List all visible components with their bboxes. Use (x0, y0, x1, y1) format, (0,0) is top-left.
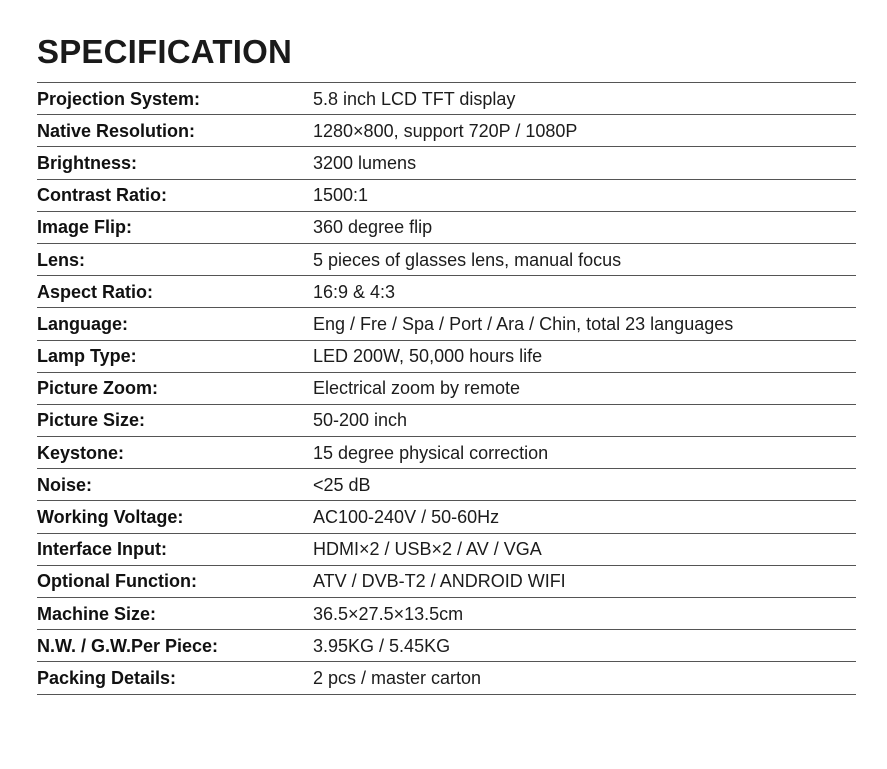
spec-value: AC100-240V / 50-60Hz (313, 507, 500, 528)
spec-label: Aspect Ratio: (37, 281, 154, 302)
spec-label: Image Flip: (37, 217, 133, 238)
spec-row (37, 630, 856, 662)
spec-label: Picture Size: (37, 410, 146, 431)
spec-value: HDMI×2 / USB×2 / AV / VGA (313, 539, 542, 560)
spec-row (37, 115, 856, 147)
spec-value: 50-200 inch (313, 410, 408, 431)
spec-row (37, 437, 856, 469)
spec-table-body (37, 83, 856, 695)
spec-table (37, 82, 856, 695)
spec-row (37, 276, 856, 308)
spec-label: Brightness: (37, 152, 138, 173)
spec-label: Contrast Ratio: (37, 185, 167, 206)
spec-value: 3200 lumens (313, 152, 417, 173)
spec-label: Lamp Type: (37, 346, 137, 367)
spec-value: 15 degree physical correction (313, 442, 549, 463)
spec-value: 5 pieces of glasses lens, manual focus (313, 249, 622, 270)
spec-row (37, 533, 856, 565)
spec-label: Picture Zoom: (37, 378, 159, 399)
spec-value: ATV / DVB-T2 / ANDROID WIFI (313, 571, 566, 592)
spec-row (37, 179, 856, 211)
spec-row (37, 243, 856, 275)
spec-value: LED 200W, 50,000 hours life (313, 346, 543, 367)
spec-label: Machine Size: (37, 603, 157, 624)
spec-label: Interface Input: (37, 539, 168, 560)
page-title: SPECIFICATION (37, 33, 292, 70)
spec-value: <25 dB (313, 474, 371, 495)
spec-row (37, 308, 856, 340)
spec-row (37, 598, 856, 630)
spec-label: Working Voltage: (37, 507, 184, 528)
spec-label: Noise: (37, 474, 93, 495)
spec-row (37, 565, 856, 597)
spec-value: 5.8 inch LCD TFT display (313, 88, 516, 109)
spec-value: 1500:1 (313, 185, 369, 206)
spec-row (37, 662, 856, 694)
spec-value: 16:9 & 4:3 (313, 281, 396, 302)
spec-row (37, 211, 856, 243)
spec-row (37, 404, 856, 436)
spec-value: Eng / Fre / Spa / Port / Ara / Chin, total 23 languages (313, 313, 734, 334)
spec-value: 2 pcs / master carton (313, 667, 482, 688)
spec-row (37, 340, 856, 372)
spec-row (37, 83, 856, 115)
spec-value: 360 degree flip (313, 217, 433, 238)
spec-value: 3.95KG / 5.45KG (313, 635, 451, 656)
spec-label: Projection System: (37, 88, 201, 109)
spec-row (37, 501, 856, 533)
spec-value: 36.5×27.5×13.5cm (313, 603, 464, 624)
spec-row (37, 147, 856, 179)
specification-sheet (37, 30, 856, 695)
spec-label: Keystone: (37, 442, 125, 463)
spec-row (37, 372, 856, 404)
spec-label: Packing Details: (37, 667, 177, 688)
spec-value: Electrical zoom by remote (313, 378, 521, 399)
spec-value: 1280×800, support 720P / 1080P (313, 120, 578, 141)
spec-label: Lens: (37, 249, 86, 270)
spec-label: Language: (37, 313, 129, 334)
spec-row (37, 469, 856, 501)
spec-label: N.W. / G.W.Per Piece: (37, 635, 219, 656)
spec-label: Native Resolution: (37, 120, 196, 141)
spec-label: Optional Function: (37, 571, 197, 592)
